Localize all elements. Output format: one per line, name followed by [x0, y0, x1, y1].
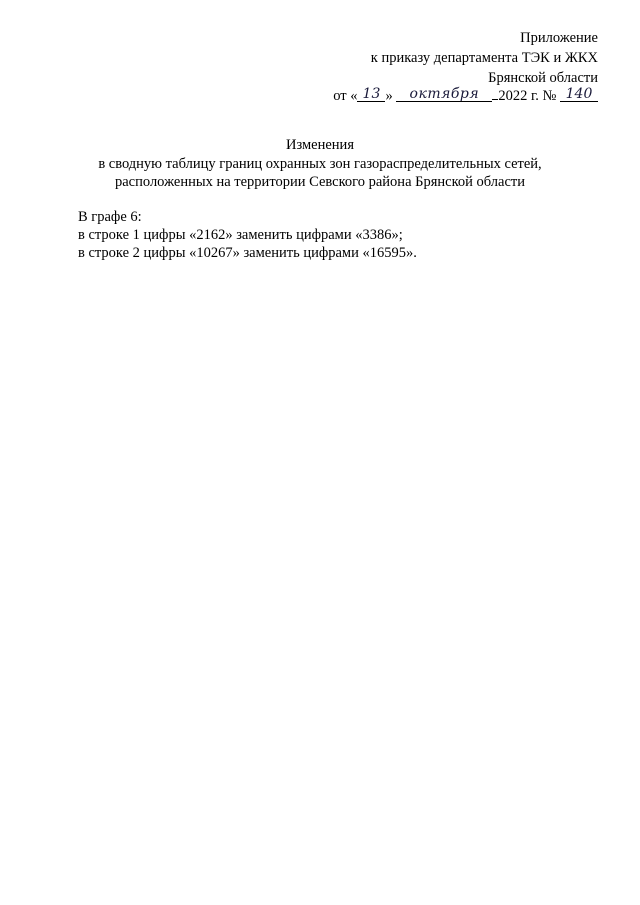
order-date-prefix: от «: [333, 88, 358, 104]
handwritten-month: октября: [396, 87, 492, 102]
body-row-2-change: в строке 2 цифры «10267» заменить цифрами «16595».: [78, 245, 417, 261]
title-subject: в сводную таблицу границ охранных зон газораспределительных сетей,: [98, 155, 542, 172]
order-date-quote: »: [385, 88, 393, 104]
order-year-number: 2022 г. №: [498, 88, 557, 104]
order-date-line: [333, 86, 598, 106]
appendix-label: Приложение: [520, 30, 598, 46]
title-location: расположенных на территории Севского района Брянской области: [115, 174, 525, 190]
document-title: [0, 136, 640, 192]
body-column-ref: В графе 6:: [78, 209, 142, 225]
region-name: Брянской области: [488, 70, 598, 86]
handwritten-order-number: 140: [560, 87, 598, 102]
body-row-1-change: в строке 1 цифры «2162» заменить цифрами «3386»;: [78, 227, 403, 243]
appendix-header: [371, 28, 598, 88]
handwritten-day: 13: [357, 87, 385, 102]
order-reference: к приказу департамента ТЭК и ЖКХ: [370, 50, 598, 66]
document-body: [78, 208, 417, 262]
title-heading: Изменения: [286, 137, 354, 153]
